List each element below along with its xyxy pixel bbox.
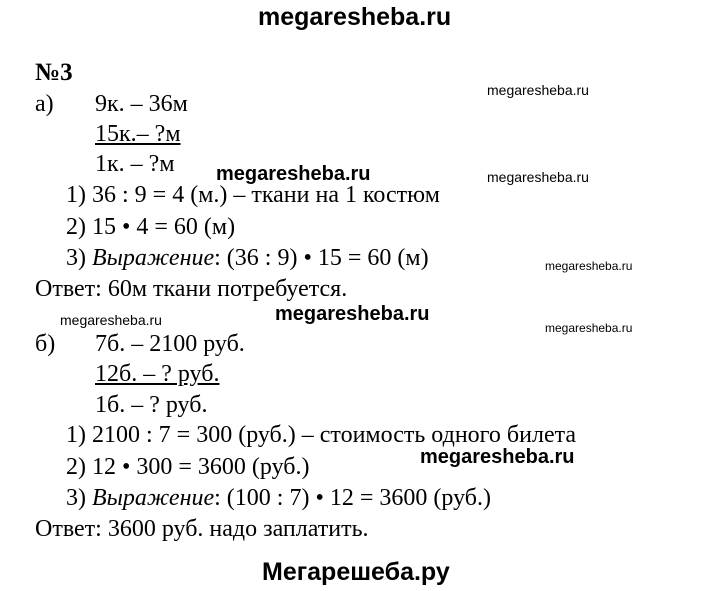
part-b-step-3-prefix: 3): [66, 485, 92, 511]
part-a-step-3: [66, 244, 429, 272]
part-b-step-3: [66, 484, 491, 512]
watermark-mid-2: megaresheba.ru: [275, 303, 430, 325]
part-a-given-1: 9к. – 36м: [95, 91, 188, 117]
part-a-step-3-rest: : (36 : 9) • 15 = 60 (м): [214, 245, 429, 271]
watermark-mid-1: megaresheba.ru: [216, 163, 371, 185]
part-a-step-2: 2) 15 • 4 = 60 (м): [66, 214, 236, 240]
part-b-step-2: 2) 12 • 300 = 3600 (руб.): [66, 454, 310, 480]
part-b-step-3-rest: : (100 : 7) • 12 = 3600 (руб.): [214, 485, 491, 511]
watermark-right-2: megaresheba.ru: [487, 169, 589, 185]
part-b-step-1: 1) 2100 : 7 = 300 (руб.) – стоимость одного билета: [66, 422, 577, 448]
part-a-label: а): [35, 91, 54, 117]
watermark-footer: Мегарешеба.ру: [262, 558, 450, 586]
watermark-right-1: megaresheba.ru: [487, 82, 589, 98]
watermark-top: megaresheba.ru: [258, 3, 452, 31]
watermark-right-4: megaresheba.ru: [545, 321, 633, 335]
part-b-given-3: 1б. – ? руб.: [95, 392, 208, 418]
part-b-given-1: 7б. – 2100 руб.: [95, 331, 245, 357]
part-a-step-3-label: Выражение: [92, 245, 215, 271]
part-b-step-3-label: Выражение: [92, 485, 215, 511]
watermark-left-1: megaresheba.ru: [60, 312, 162, 328]
watermark-mid-3: megaresheba.ru: [420, 446, 575, 468]
part-a-step-1: 1) 36 : 9 = 4 (м.) – ткани на 1 костюм: [66, 182, 440, 208]
part-a-step-3-prefix: 3): [66, 245, 92, 271]
part-b-given-2: 12б. – ? руб.: [95, 361, 220, 387]
part-b-answer: Ответ: 3600 руб. надо заплатить.: [35, 516, 369, 542]
watermark-right-3: megaresheba.ru: [545, 259, 633, 273]
part-b-label: б): [35, 331, 56, 357]
part-a-answer: Ответ: 60м ткани потребуется.: [35, 276, 348, 302]
part-a-given-3: 1к. – ?м: [95, 151, 175, 177]
part-a-given-2: 15к.– ?м: [95, 121, 181, 147]
problem-number: №3: [35, 59, 73, 86]
